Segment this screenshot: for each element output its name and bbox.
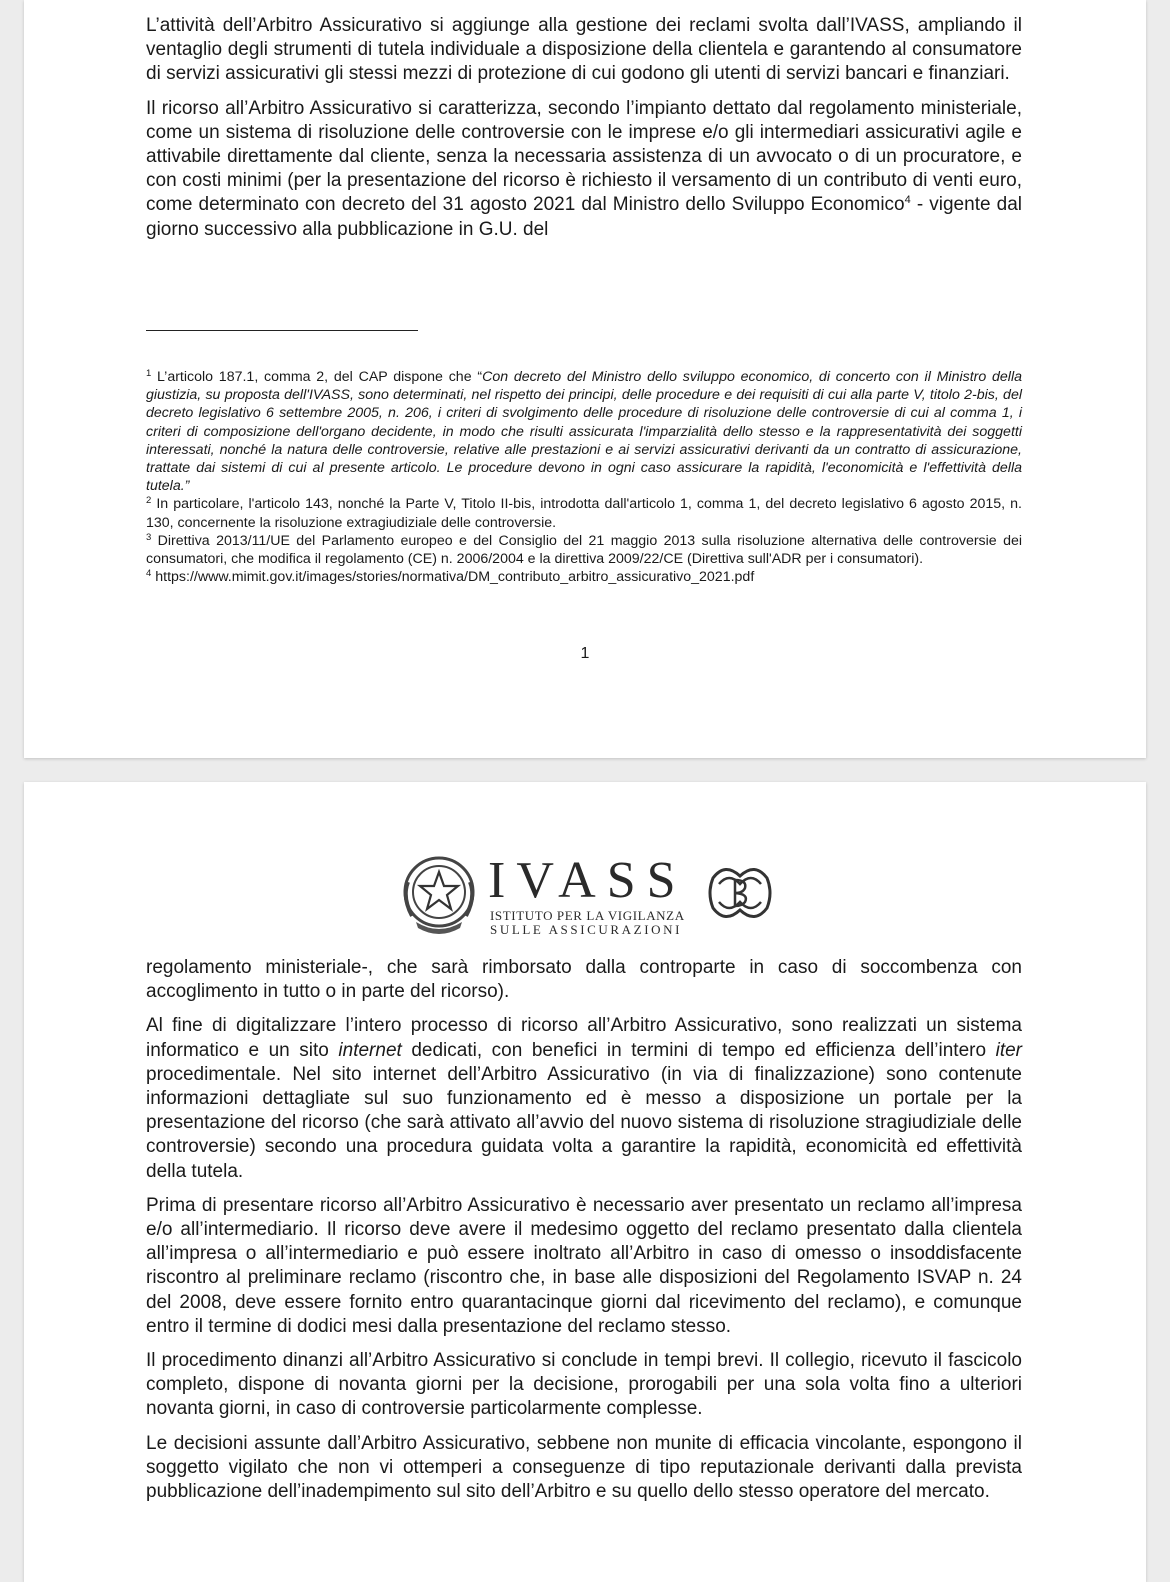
page1-paragraph-2: [146, 97, 1022, 242]
footnotes: [146, 368, 1022, 586]
ivass-logo: [398, 852, 778, 942]
footnote-4: [146, 568, 1022, 586]
footnote-text: In particolare, l'articolo 143, nonché la Parte V, Titolo II-bis, introdotta dall'articolo 1, comma 1, del decreto legislativo 6 agosto 2015, n. 130, concernente la risoluzione extragiudiziale delle controversie.: [146, 496, 1022, 531]
footnote-link[interactable]: https://www.mimit.gov.it/images/stories/normativa/DM_contributo_arbitro_assicurativo_2021.pdf: [151, 569, 755, 586]
footnote-quote: Con decreto del Ministro dello sviluppo economico, di concerto con il Ministro della giustizia, su proposta dell'IVASS, sono determinati, nel rispetto dei principi, delle procedure e dei requisiti di cui alla parte V, titolo 2-bis, del decreto legislativo 6 settembre 2005, n. 206, i criteri di svolgimento delle procedure di risoluzione delle controversie di cui al comma 1, i criteri di composizione dell'organo decidente, in modo che risulti assicurata l'imparzialità dello stesso e la rappresentatività dei soggetti interessati, nonché la natura delle controversie, relative alle prestazioni e ai servizi assicurativi derivanti da un contratto di assicurazione, trattate dai sistemi di cui al presente articolo. Le procedure devono in ogni caso assicurare la rapidità, l'economicità e l'effettività della tutela.”: [146, 369, 1022, 495]
page-number: 1: [580, 645, 590, 662]
document-page-2: [24, 782, 1146, 1582]
footnote-number: 2: [146, 495, 152, 507]
logo-subtitle-line1: ISTITUTO PER LA VIGILANZA: [490, 908, 685, 923]
page2-paragraph-5: Le decisioni assunte dall’Arbitro Assicurativo, sebbene non munite di efficacia vincolante, espongono il soggetto vigilato che non vi ottemperi a conseguenze di tipo reputazionale derivanti dalla prevista pubblicazione dell’inadempimento sul sito dell’Arbitro e su quello dello stesso operatore del mercato.: [146, 1432, 1022, 1503]
paragraph-text: Il ricorso all’Arbitro Assicurativo si caratterizza, secondo l’impianto dettato dal regolamento ministeriale, come un sistema di risoluzione delle controversie con le imprese e/o gli intermediari assicurativi agile e attivabile direttamente dal cliente, senza la necessaria assistenza di un avvocato o di un procuratore, e con costi minimi (per la presentazione del ricorso è richiesto il versamento di un contributo di venti euro, come determinato con decreto del 31 agosto 2021 dal Ministro dello Sviluppo Economico: [146, 97, 1022, 216]
footnote-ref-4[interactable]: 4: [904, 194, 911, 207]
footnote-separator: [146, 330, 418, 331]
italic-term: internet: [338, 1039, 402, 1061]
page1-body: [146, 14, 1022, 252]
document-page-1: [24, 0, 1146, 758]
footnote-number: 4: [146, 568, 152, 580]
paragraph-text: - vigente dal giorno successivo alla pubblicazione in G.U. del: [146, 194, 1022, 240]
footnote-text: L’articolo 187.1, comma 2, del CAP dispone che “: [151, 369, 483, 385]
italic-term: iter: [995, 1039, 1022, 1061]
page2-paragraph-2: [146, 1014, 1022, 1183]
footnote-text: Direttiva 2013/11/UE del Parlamento europeo e del Consiglio del 21 maggio 2013 sulla risoluzione alternativa delle controversie dei consumatori, che modifica il regolamento (CE) n. 2006/2004 e la direttiva 2009/22/CE (Direttiva sull'ADR per i consumatori).: [146, 532, 1022, 568]
paragraph-text: procedimentale. Nel sito internet dell’Arbitro Assicurativo (in via di finalizzazione) sono contenute informazioni dettagliate sul suo funzionamento ed è messo a disposizione un portale per la presentazione del ricorso (che sarà attivato all’avvio del nuovo sistema di risoluzione stragiudiziale delle controversie) secondo una procedura guidata volta a garantire la rapidità, economicità ed effettività della tutela.: [146, 1063, 1022, 1182]
footnote-2: [146, 495, 1022, 531]
logo-title: IVASS: [488, 852, 687, 909]
page1-paragraph-1: L’attività dell’Arbitro Assicurativo si aggiunge alla gestione dei reclami svolta dall’IVASS, ampliando il ventaglio degli strumenti di tutela individuale a disposizione della clientela e garantendo al consumatore di servizi assicurativi gli stessi mezzi di protezione di cui godono gli utenti di servizi bancari e finanziari.: [146, 15, 1022, 85]
footnote-number: 1: [146, 368, 152, 379]
page2-paragraph-1: regolamento ministeriale-, che sarà rimborsato dalla controparte in caso di soccombenza con accoglimento in tutto o in parte del ricorso).: [146, 957, 1022, 1003]
page2-paragraph-4: Il procedimento dinanzi all’Arbitro Assicurativo si conclude in tempi brevi. Il collegio, ricevuto il fascicolo completo, dispone di novanta giorni per la decisione, prorogabili per una sola volta fino a ulteriori novanta giorni, in caso di controversie particolarmente complesse.: [146, 1350, 1022, 1420]
logo-subtitle-line2: SULLE ASSICURAZIONI: [490, 922, 683, 937]
italian-emblem-icon: [398, 852, 480, 938]
paragraph-text: Al fine di digitalizzare l’intero processo di ricorso all’Arbitro Assicurativo, sono realizzati un sistema informatico e un sito: [146, 1015, 1022, 1061]
banca-italia-monogram-icon: [705, 858, 775, 928]
footnote-3: [146, 532, 1022, 568]
page2-body: [146, 956, 1022, 1514]
page2-paragraph-3: Prima di presentare ricorso all’Arbitro Assicurativo è necessario aver presentato un reclamo all’impresa e/o all’intermediario. Il ricorso deve avere il medesimo oggetto del reclamo presentato dalla clientela all’impresa o all’intermediario e può essere inoltrato all’Arbitro in caso di omesso o insoddisfacente riscontro al preliminare reclamo (riscontro che, in base alle disposizioni del Regolamento ISVAP n. 24 del 2008, deve essere fornito entro quarantacinque giorni dal ricevimento del reclamo), e comunque entro il termine di dodici mesi dalla presentazione del reclamo stesso.: [146, 1194, 1022, 1337]
footnote-number: 3: [146, 531, 152, 543]
paragraph-text: dedicati, con benefici in termini di tempo ed efficienza dell’intero: [401, 1039, 996, 1061]
footnote-1: [146, 368, 1022, 495]
